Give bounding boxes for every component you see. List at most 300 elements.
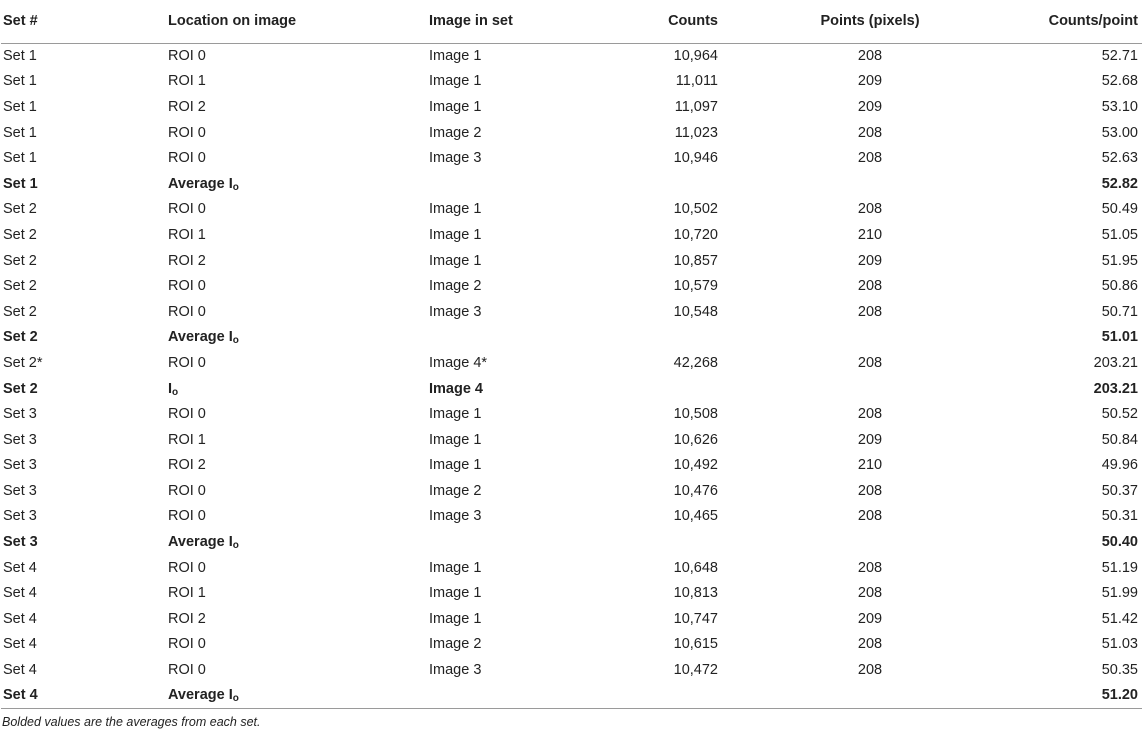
cell-counts-per-point bbox=[1000, 478, 1142, 504]
cell-points-text: 208 bbox=[857, 150, 883, 167]
cell-image bbox=[427, 376, 590, 402]
cell-points bbox=[740, 657, 1000, 683]
cell-points bbox=[740, 43, 1000, 69]
cell-location bbox=[166, 555, 427, 581]
cell-set bbox=[1, 478, 166, 504]
cell-image-text: Image 1 bbox=[429, 559, 482, 576]
cell-counts-text: 10,508 bbox=[673, 406, 718, 423]
cell-points bbox=[740, 94, 1000, 120]
cell-points-text: 209 bbox=[857, 98, 883, 115]
cell-counts-per-point bbox=[1000, 248, 1142, 274]
cell-image bbox=[427, 94, 590, 120]
cell-image bbox=[427, 478, 590, 504]
cell-location-text: ROI 0 bbox=[168, 482, 206, 499]
cell-location bbox=[166, 94, 427, 120]
cell-image-text: Image 1 bbox=[429, 457, 482, 474]
cell-set bbox=[1, 197, 166, 223]
cell-counts-per-point bbox=[1000, 606, 1142, 632]
cell-set bbox=[1, 43, 166, 69]
cell-set bbox=[1, 94, 166, 120]
cell-points bbox=[740, 683, 1000, 709]
cell-counts-per-point bbox=[1000, 145, 1142, 171]
cell-image-text: Image 1 bbox=[429, 406, 482, 423]
cell-counts-per-point bbox=[1000, 43, 1142, 69]
table-row bbox=[1, 555, 1142, 581]
cell-points-text: 209 bbox=[857, 610, 883, 627]
cell-counts bbox=[590, 43, 740, 69]
table-row-average bbox=[1, 325, 1142, 351]
cell-counts-text: 42,268 bbox=[673, 354, 718, 371]
cell-counts-text: 10,472 bbox=[673, 662, 718, 679]
header-points: Points (pixels) bbox=[740, 0, 1000, 43]
cell-counts bbox=[590, 453, 740, 479]
cell-image bbox=[427, 350, 590, 376]
cell-location bbox=[166, 529, 427, 555]
cell-counts-per-point-text: 51.05 bbox=[1101, 226, 1138, 243]
table-row-average bbox=[1, 683, 1142, 709]
cell-counts-text: 10,747 bbox=[673, 610, 718, 627]
cell-location-text: ROI 0 bbox=[168, 201, 206, 218]
data-table-container bbox=[1, 0, 1142, 729]
cell-points-text: 208 bbox=[857, 354, 883, 371]
table-row bbox=[1, 632, 1142, 658]
cell-counts-per-point bbox=[1000, 69, 1142, 95]
cell-counts-per-point-text: 50.71 bbox=[1101, 303, 1138, 320]
cell-set-text: Set 2 bbox=[3, 201, 37, 218]
cell-set bbox=[1, 427, 166, 453]
table-row bbox=[1, 222, 1142, 248]
cell-counts bbox=[590, 529, 740, 555]
cell-points-text: 208 bbox=[857, 303, 883, 320]
cell-location bbox=[166, 43, 427, 69]
cell-counts-text: 10,946 bbox=[673, 150, 718, 167]
cell-set-text: Set 4 bbox=[3, 687, 38, 704]
cell-image-text: Image 3 bbox=[429, 508, 482, 525]
header-image: Image in set bbox=[427, 0, 590, 43]
cell-set bbox=[1, 683, 166, 709]
cell-points bbox=[740, 504, 1000, 530]
cell-location-text: ROI 1 bbox=[168, 226, 206, 243]
cell-counts bbox=[590, 683, 740, 709]
cell-location-text: ROI 2 bbox=[168, 252, 206, 269]
table-row bbox=[1, 145, 1142, 171]
cell-points-text: 209 bbox=[857, 73, 883, 90]
cell-counts bbox=[590, 478, 740, 504]
cell-location-text: ROI 0 bbox=[168, 354, 206, 371]
cell-set-text: Set 1 bbox=[3, 98, 37, 115]
cell-set bbox=[1, 350, 166, 376]
cell-counts-per-point bbox=[1000, 504, 1142, 530]
cell-counts-per-point bbox=[1000, 273, 1142, 299]
table-row-average bbox=[1, 529, 1142, 555]
cell-counts-text: 10,615 bbox=[673, 636, 718, 653]
cell-counts-per-point-text: 53.10 bbox=[1101, 98, 1138, 115]
cell-points bbox=[740, 606, 1000, 632]
cell-counts-text: 10,476 bbox=[673, 482, 718, 499]
cell-counts-text: 10,720 bbox=[673, 226, 718, 243]
cell-counts-text: 10,492 bbox=[673, 457, 718, 474]
cell-counts-per-point bbox=[1000, 120, 1142, 146]
table-row bbox=[1, 248, 1142, 274]
cell-set bbox=[1, 632, 166, 658]
header-counts-per-point: Counts/point bbox=[1000, 0, 1142, 43]
cell-location-text: Average I bbox=[168, 534, 233, 551]
table-row bbox=[1, 580, 1142, 606]
cell-set bbox=[1, 376, 166, 402]
cell-image bbox=[427, 145, 590, 171]
cell-image bbox=[427, 427, 590, 453]
table-row bbox=[1, 427, 1142, 453]
cell-location-text: ROI 0 bbox=[168, 48, 206, 65]
table-row bbox=[1, 478, 1142, 504]
cell-counts-per-point bbox=[1000, 580, 1142, 606]
cell-points-text: 208 bbox=[857, 636, 883, 653]
cell-counts-per-point bbox=[1000, 299, 1142, 325]
cell-points bbox=[740, 120, 1000, 146]
cell-counts-per-point-text: 50.40 bbox=[1101, 534, 1138, 551]
cell-location bbox=[166, 401, 427, 427]
cell-set-text: Set 3 bbox=[3, 457, 37, 474]
cell-location bbox=[166, 120, 427, 146]
cell-set bbox=[1, 504, 166, 530]
cell-image-text: Image 1 bbox=[429, 48, 482, 65]
cell-image bbox=[427, 325, 590, 351]
table-row-average bbox=[1, 376, 1142, 402]
cell-points bbox=[740, 325, 1000, 351]
cell-counts-per-point bbox=[1000, 683, 1142, 709]
cell-counts-per-point-text: 51.03 bbox=[1101, 636, 1138, 653]
cell-counts bbox=[590, 657, 740, 683]
cell-image bbox=[427, 248, 590, 274]
cell-location bbox=[166, 453, 427, 479]
cell-set bbox=[1, 248, 166, 274]
cell-counts bbox=[590, 248, 740, 274]
cell-counts-per-point bbox=[1000, 197, 1142, 223]
cell-set bbox=[1, 145, 166, 171]
cell-counts bbox=[590, 299, 740, 325]
cell-set bbox=[1, 171, 166, 197]
cell-counts bbox=[590, 376, 740, 402]
cell-counts-per-point bbox=[1000, 632, 1142, 658]
cell-counts-text: 11,097 bbox=[674, 98, 718, 115]
cell-location bbox=[166, 197, 427, 223]
header-set: Set # bbox=[1, 0, 166, 43]
cell-image bbox=[427, 197, 590, 223]
subscript-text: o bbox=[172, 386, 179, 398]
cell-location bbox=[166, 145, 427, 171]
cell-location-text: ROI 0 bbox=[168, 559, 206, 576]
cell-points bbox=[740, 478, 1000, 504]
subscript-text: o bbox=[232, 693, 239, 705]
cell-set-text: Set 3 bbox=[3, 508, 37, 525]
cell-counts bbox=[590, 69, 740, 95]
cell-points-text: 210 bbox=[857, 226, 883, 243]
cell-image bbox=[427, 504, 590, 530]
cell-points-text: 208 bbox=[857, 662, 883, 679]
cell-counts-per-point-text: 51.95 bbox=[1101, 252, 1138, 269]
cell-set-text: Set 3 bbox=[3, 534, 38, 551]
cell-counts bbox=[590, 427, 740, 453]
cell-location bbox=[166, 222, 427, 248]
cell-set-text: Set 2 bbox=[3, 278, 37, 295]
cell-set bbox=[1, 273, 166, 299]
cell-set-text: Set 2 bbox=[3, 329, 38, 346]
cell-counts-per-point-text: 49.96 bbox=[1101, 457, 1138, 474]
cell-location-text: ROI 2 bbox=[168, 610, 206, 627]
cell-counts-per-point-text: 50.52 bbox=[1101, 406, 1138, 423]
cell-counts-text: 10,813 bbox=[673, 585, 718, 602]
cell-location bbox=[166, 350, 427, 376]
cell-image-text: Image 1 bbox=[429, 201, 482, 218]
cell-location-text: I bbox=[168, 380, 173, 397]
table-row bbox=[1, 401, 1142, 427]
cell-image-text: Image 3 bbox=[429, 303, 482, 320]
cell-set-text: Set 2 bbox=[3, 303, 37, 320]
cell-set-text: Set 4 bbox=[3, 636, 37, 653]
cell-points-text: 208 bbox=[857, 124, 883, 141]
cell-points bbox=[740, 350, 1000, 376]
cell-counts-per-point bbox=[1000, 222, 1142, 248]
data-table bbox=[1, 0, 1142, 709]
cell-set-text: Set 4 bbox=[3, 585, 37, 602]
cell-image-text: Image 1 bbox=[429, 585, 482, 602]
cell-location bbox=[166, 427, 427, 453]
cell-image-text: Image 3 bbox=[429, 662, 482, 679]
cell-image bbox=[427, 555, 590, 581]
cell-location bbox=[166, 248, 427, 274]
cell-location-text: ROI 1 bbox=[168, 431, 206, 448]
table-footnote: Bolded values are the averages from each set. bbox=[2, 714, 261, 729]
cell-counts-per-point bbox=[1000, 94, 1142, 120]
cell-set bbox=[1, 606, 166, 632]
cell-set-text: Set 3 bbox=[3, 406, 37, 423]
cell-counts-per-point bbox=[1000, 529, 1142, 555]
cell-set bbox=[1, 120, 166, 146]
table-row-average bbox=[1, 171, 1142, 197]
cell-points-text: 208 bbox=[857, 201, 883, 218]
cell-image bbox=[427, 453, 590, 479]
cell-set bbox=[1, 580, 166, 606]
cell-counts-per-point-text: 50.37 bbox=[1101, 482, 1138, 499]
table-row bbox=[1, 120, 1142, 146]
cell-counts-per-point-text: 52.82 bbox=[1101, 175, 1138, 192]
cell-location-text: ROI 0 bbox=[168, 303, 206, 320]
cell-set-text: Set 1 bbox=[3, 73, 37, 90]
cell-set-text: Set 1 bbox=[3, 124, 37, 141]
cell-counts-per-point bbox=[1000, 350, 1142, 376]
cell-image-text: Image 4* bbox=[429, 354, 488, 371]
cell-image-text: Image 1 bbox=[429, 610, 482, 627]
cell-counts-per-point-text: 52.71 bbox=[1101, 48, 1138, 65]
cell-image-text: Image 4 bbox=[429, 380, 483, 397]
cell-counts-text: 10,626 bbox=[673, 431, 718, 448]
cell-counts-per-point-text: 51.01 bbox=[1101, 329, 1138, 346]
cell-image-text: Image 2 bbox=[429, 278, 482, 295]
cell-counts-per-point bbox=[1000, 325, 1142, 351]
cell-counts-text: 11,023 bbox=[674, 124, 718, 141]
cell-location-text: ROI 1 bbox=[168, 585, 206, 602]
cell-points bbox=[740, 427, 1000, 453]
cell-set-text: Set 2 bbox=[3, 226, 37, 243]
table-row bbox=[1, 273, 1142, 299]
cell-set-text: Set 4 bbox=[3, 559, 37, 576]
cell-counts-per-point-text: 50.86 bbox=[1101, 278, 1138, 295]
cell-counts-per-point-text: 52.68 bbox=[1101, 73, 1138, 90]
cell-location bbox=[166, 299, 427, 325]
cell-location bbox=[166, 478, 427, 504]
cell-image bbox=[427, 657, 590, 683]
cell-image-text: Image 2 bbox=[429, 124, 482, 141]
cell-image-text: Image 1 bbox=[429, 98, 482, 115]
table-row bbox=[1, 453, 1142, 479]
cell-counts-per-point bbox=[1000, 555, 1142, 581]
table-row bbox=[1, 606, 1142, 632]
cell-counts-per-point bbox=[1000, 427, 1142, 453]
cell-points-text: 208 bbox=[857, 585, 883, 602]
cell-location-text: ROI 0 bbox=[168, 406, 206, 423]
cell-location-text: ROI 0 bbox=[168, 124, 206, 141]
cell-image-text: Image 1 bbox=[429, 226, 482, 243]
cell-counts-per-point-text: 51.20 bbox=[1101, 687, 1138, 704]
cell-points bbox=[740, 273, 1000, 299]
cell-counts-text: 10,502 bbox=[673, 201, 718, 218]
cell-set bbox=[1, 555, 166, 581]
cell-location bbox=[166, 325, 427, 351]
table-row bbox=[1, 69, 1142, 95]
cell-location bbox=[166, 657, 427, 683]
cell-set bbox=[1, 657, 166, 683]
cell-counts-per-point bbox=[1000, 401, 1142, 427]
cell-counts bbox=[590, 273, 740, 299]
subscript-text: o bbox=[232, 335, 239, 347]
table-row bbox=[1, 43, 1142, 69]
cell-points bbox=[740, 376, 1000, 402]
cell-counts bbox=[590, 555, 740, 581]
cell-points bbox=[740, 555, 1000, 581]
cell-location-text: ROI 1 bbox=[168, 73, 206, 90]
cell-points-text: 208 bbox=[857, 508, 883, 525]
cell-location-text: Average I bbox=[168, 175, 233, 192]
cell-points bbox=[740, 299, 1000, 325]
cell-location-text: ROI 2 bbox=[168, 98, 206, 115]
cell-image bbox=[427, 222, 590, 248]
cell-points-text: 209 bbox=[857, 431, 883, 448]
cell-counts-per-point bbox=[1000, 376, 1142, 402]
cell-counts-per-point bbox=[1000, 453, 1142, 479]
cell-points bbox=[740, 248, 1000, 274]
cell-image bbox=[427, 580, 590, 606]
cell-image bbox=[427, 529, 590, 555]
cell-points-text: 208 bbox=[857, 278, 883, 295]
cell-location-text: Average I bbox=[168, 687, 233, 704]
cell-location-text: ROI 0 bbox=[168, 150, 206, 167]
cell-points bbox=[740, 69, 1000, 95]
cell-counts bbox=[590, 222, 740, 248]
cell-points bbox=[740, 401, 1000, 427]
cell-counts-text: 10,579 bbox=[673, 278, 718, 295]
cell-location bbox=[166, 606, 427, 632]
cell-points bbox=[740, 145, 1000, 171]
cell-image bbox=[427, 401, 590, 427]
table-row bbox=[1, 299, 1142, 325]
cell-points bbox=[740, 222, 1000, 248]
cell-counts-text: 10,548 bbox=[673, 303, 718, 320]
cell-counts bbox=[590, 401, 740, 427]
table-header bbox=[1, 0, 1142, 43]
cell-counts-per-point-text: 50.84 bbox=[1101, 431, 1138, 448]
cell-location bbox=[166, 580, 427, 606]
cell-points bbox=[740, 171, 1000, 197]
cell-set-text: Set 2* bbox=[3, 354, 43, 371]
cell-counts bbox=[590, 632, 740, 658]
cell-set bbox=[1, 325, 166, 351]
table-body bbox=[1, 43, 1142, 708]
cell-location-text: ROI 0 bbox=[168, 662, 206, 679]
cell-set-text: Set 3 bbox=[3, 482, 37, 499]
cell-counts bbox=[590, 197, 740, 223]
cell-location-text: ROI 2 bbox=[168, 457, 206, 474]
cell-counts-text: 11,011 bbox=[675, 73, 718, 90]
cell-counts-text: 10,465 bbox=[673, 508, 718, 525]
cell-image bbox=[427, 69, 590, 95]
cell-points bbox=[740, 197, 1000, 223]
cell-counts-text: 10,964 bbox=[673, 48, 718, 65]
cell-set-text: Set 1 bbox=[3, 150, 37, 167]
cell-location bbox=[166, 171, 427, 197]
header-row bbox=[1, 0, 1142, 43]
cell-set bbox=[1, 401, 166, 427]
cell-set-text: Set 4 bbox=[3, 662, 37, 679]
cell-location-text: Average I bbox=[168, 329, 233, 346]
cell-counts-per-point-text: 53.00 bbox=[1101, 124, 1138, 141]
cell-counts-per-point-text: 50.49 bbox=[1101, 201, 1138, 218]
cell-counts-per-point-text: 50.35 bbox=[1101, 662, 1138, 679]
cell-image bbox=[427, 632, 590, 658]
cell-counts bbox=[590, 350, 740, 376]
cell-points bbox=[740, 529, 1000, 555]
cell-counts bbox=[590, 504, 740, 530]
cell-image bbox=[427, 171, 590, 197]
cell-set-text: Set 1 bbox=[3, 175, 38, 192]
table-row bbox=[1, 350, 1142, 376]
cell-counts-per-point-text: 52.63 bbox=[1101, 150, 1138, 167]
cell-image bbox=[427, 683, 590, 709]
cell-location-text: ROI 0 bbox=[168, 278, 206, 295]
cell-counts-text: 10,857 bbox=[673, 252, 718, 269]
cell-set-text: Set 1 bbox=[3, 48, 37, 65]
cell-points-text: 208 bbox=[857, 406, 883, 423]
cell-points-text: 210 bbox=[857, 457, 883, 474]
cell-points bbox=[740, 580, 1000, 606]
cell-counts bbox=[590, 145, 740, 171]
cell-counts-per-point-text: 51.19 bbox=[1101, 559, 1138, 576]
cell-image bbox=[427, 43, 590, 69]
table-row bbox=[1, 504, 1142, 530]
cell-image-text: Image 1 bbox=[429, 431, 482, 448]
cell-points bbox=[740, 453, 1000, 479]
cell-counts bbox=[590, 120, 740, 146]
cell-counts bbox=[590, 94, 740, 120]
cell-location bbox=[166, 683, 427, 709]
cell-points bbox=[740, 632, 1000, 658]
cell-image-text: Image 3 bbox=[429, 150, 482, 167]
cell-location bbox=[166, 273, 427, 299]
cell-counts-per-point bbox=[1000, 171, 1142, 197]
cell-set-text: Set 2 bbox=[3, 252, 37, 269]
cell-set-text: Set 4 bbox=[3, 610, 37, 627]
cell-counts-text: 10,648 bbox=[673, 559, 718, 576]
cell-location bbox=[166, 632, 427, 658]
